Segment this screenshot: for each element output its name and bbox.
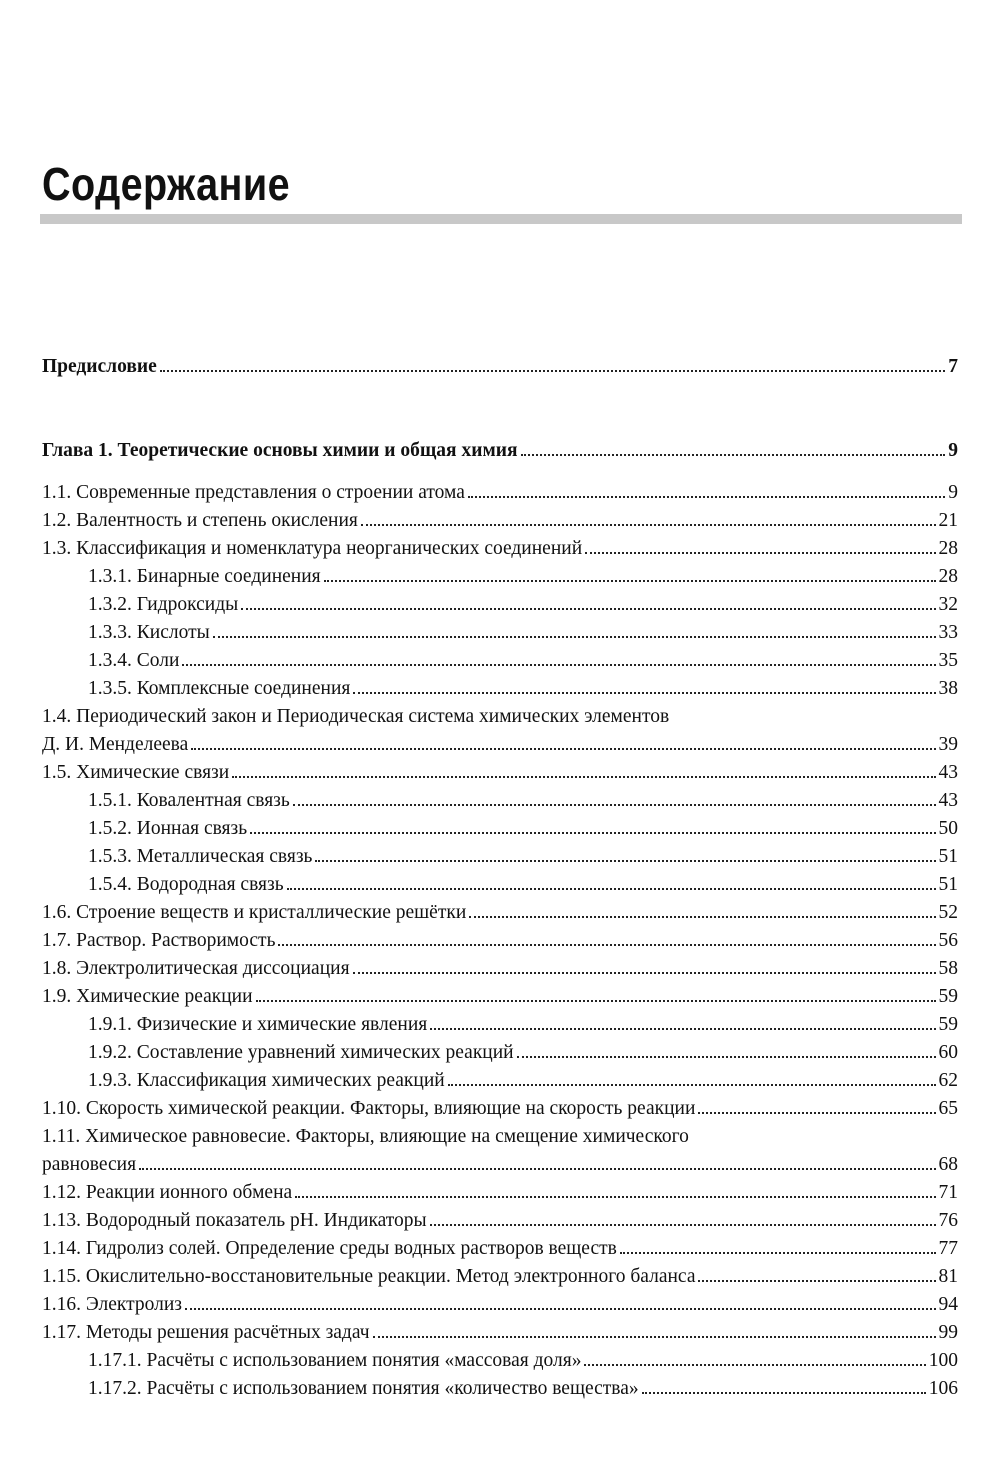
- toc-leader-dots: [185, 1308, 936, 1310]
- toc-entry-label: 1.11. Химическое равновесие. Факторы, влияющие на смещение химического: [42, 1126, 689, 1147]
- toc-entry-label: 1.13. Водородный показатель pH. Индикаторы: [42, 1210, 427, 1231]
- toc-leader-dots: [620, 1252, 936, 1254]
- toc-entry-label: 1.9.3. Классификация химических реакций: [88, 1070, 445, 1091]
- toc-entry-label: 1.12. Реакции ионного обмена: [42, 1182, 293, 1203]
- toc-leader-dots: [160, 370, 945, 372]
- toc-entry-label: 1.5.1. Ковалентная связь: [88, 790, 290, 811]
- toc-entry[interactable]: [42, 868, 958, 896]
- toc-entry[interactable]: [42, 700, 958, 728]
- toc-entry[interactable]: [42, 476, 958, 504]
- toc-entry-label: Д. И. Менделеева: [42, 734, 189, 755]
- toc-entry-page: 58: [938, 958, 958, 979]
- page-title: Содержание: [42, 158, 291, 210]
- toc-leader-dots: [241, 608, 935, 610]
- toc-entry-label: 1.3.2. Гидроксиды: [88, 594, 239, 615]
- toc-entry-label: 1.1. Современные представления о строении атома: [42, 482, 465, 503]
- toc-entry[interactable]: [42, 980, 958, 1008]
- toc-entry[interactable]: [42, 504, 958, 532]
- toc-entry[interactable]: [42, 434, 958, 462]
- toc-entry-label: 1.7. Раствор. Растворимость: [42, 930, 276, 951]
- toc-entry-label: 1.2. Валентность и степень окисления: [42, 510, 358, 531]
- toc-entry-page: 94: [938, 1294, 958, 1315]
- toc-entry-label: 1.5.2. Ионная связь: [88, 818, 248, 839]
- toc-entry[interactable]: [42, 1008, 958, 1036]
- toc-entry-label: 1.5.4. Водородная связь: [88, 874, 284, 895]
- toc-entry-label: 1.17. Методы решения расчётных задач: [42, 1322, 370, 1343]
- toc-entry[interactable]: [42, 588, 958, 616]
- toc-leader-dots: [287, 888, 936, 890]
- toc-entry-page: 65: [938, 1098, 958, 1119]
- toc-entry-page: 9: [948, 440, 958, 461]
- toc-leader-dots: [521, 454, 946, 456]
- toc-entry-label: 1.16. Электролиз: [42, 1294, 182, 1315]
- toc-entry[interactable]: [42, 840, 958, 868]
- toc-entry-page: 21: [938, 510, 958, 531]
- toc-leader-dots: [213, 636, 936, 638]
- toc-entry-label: 1.8. Электролитическая диссоциация: [42, 958, 350, 979]
- toc-leader-dots: [698, 1112, 935, 1114]
- toc-entry-label: 1.5. Химические связи: [42, 762, 230, 783]
- toc-entry[interactable]: [42, 924, 958, 952]
- toc-leader-dots: [256, 1000, 936, 1002]
- toc-leader-dots: [584, 1364, 925, 1366]
- toc-entry[interactable]: [42, 896, 958, 924]
- toc-entry-page: 7: [948, 356, 958, 377]
- toc-entry[interactable]: [42, 784, 958, 812]
- toc-leader-dots: [430, 1224, 936, 1226]
- title-underline: [40, 214, 962, 224]
- toc-entry[interactable]: [42, 532, 958, 560]
- toc-entry-page: 33: [938, 622, 958, 643]
- toc-leader-dots: [468, 496, 945, 498]
- toc-entry[interactable]: [42, 1344, 958, 1372]
- toc-leader-dots: [139, 1168, 935, 1170]
- toc-entry-label: 1.3.3. Кислоты: [88, 622, 210, 643]
- toc-leader-dots: [250, 832, 935, 834]
- toc-entry-label: 1.5.3. Металлическая связь: [88, 846, 313, 867]
- toc-leader-dots: [315, 860, 935, 862]
- toc-entry-page: 59: [938, 1014, 958, 1035]
- toc-entry[interactable]: [42, 1064, 958, 1092]
- toc-entry-page: 76: [938, 1210, 958, 1231]
- toc-leader-dots: [353, 692, 935, 694]
- toc-entry-label: 1.10. Скорость химической реакции. Факторы, влияющие на скорость реакции: [42, 1098, 696, 1119]
- toc-entry[interactable]: [42, 1092, 958, 1120]
- toc-entry-page: 38: [938, 678, 958, 699]
- toc-entry[interactable]: [42, 672, 958, 700]
- toc-leader-dots: [295, 1196, 935, 1198]
- toc-entry-label: 1.9.2. Составление уравнений химических реакций: [88, 1042, 514, 1063]
- toc-leader-dots: [361, 524, 936, 526]
- toc-entry[interactable]: [42, 1316, 958, 1344]
- toc-entry-page: 51: [938, 874, 958, 895]
- toc-entry[interactable]: [42, 1120, 958, 1148]
- toc-entry[interactable]: [42, 560, 958, 588]
- toc-entry-page: 35: [938, 650, 958, 671]
- toc-entry[interactable]: [42, 644, 958, 672]
- toc-entry[interactable]: [42, 952, 958, 980]
- toc-entry-page: 28: [938, 538, 958, 559]
- toc-entry-label: 1.6. Строение веществ и кристаллические решётки: [42, 902, 467, 923]
- toc-entry[interactable]: [42, 1148, 958, 1176]
- toc-entry-label: Предисловие: [42, 356, 157, 377]
- toc-entry[interactable]: [42, 1232, 958, 1260]
- toc-entry-page: 52: [938, 902, 958, 923]
- toc-entry-page: 43: [938, 790, 958, 811]
- toc-entry-page: 99: [938, 1322, 958, 1343]
- toc-entry-page: 106: [928, 1378, 958, 1399]
- toc-entry-page: 60: [938, 1042, 958, 1063]
- toc-leader-dots: [373, 1336, 936, 1338]
- toc-entry[interactable]: [42, 1288, 958, 1316]
- toc-entry-label: 1.9.1. Физические и химические явления: [88, 1014, 428, 1035]
- toc-entry-page: 32: [938, 594, 958, 615]
- toc-entry-page: 50: [938, 818, 958, 839]
- toc-leader-dots: [642, 1392, 926, 1394]
- toc-entry[interactable]: [42, 728, 958, 756]
- toc-entry-label: 1.14. Гидролиз солей. Определение среды водных растворов веществ: [42, 1238, 617, 1259]
- toc-entry[interactable]: [42, 1260, 958, 1288]
- toc-leader-dots: [353, 972, 936, 974]
- toc-entry-page: 56: [938, 930, 958, 951]
- toc-leader-dots: [448, 1084, 936, 1086]
- toc-entry-page: 9: [948, 482, 958, 503]
- toc-entry-label: 1.17.1. Расчёты с использованием понятия «массовая доля»: [88, 1350, 582, 1371]
- toc-leader-dots: [324, 580, 936, 582]
- toc-entry-label: 1.3. Классификация и номенклатура неорганических соединений: [42, 538, 583, 559]
- toc-leader-dots: [278, 944, 935, 946]
- toc-entry-page: 59: [938, 986, 958, 1007]
- toc-entry-page: 51: [938, 846, 958, 867]
- toc-entry[interactable]: [42, 812, 958, 840]
- toc-entry-page: 81: [938, 1266, 958, 1287]
- toc-entry[interactable]: [42, 756, 958, 784]
- toc-entry[interactable]: [42, 1372, 958, 1400]
- toc-leader-dots: [585, 552, 935, 554]
- toc-leader-dots: [430, 1028, 935, 1030]
- toc-entry-page: 39: [938, 734, 958, 755]
- toc-entry-label: равновесия: [42, 1154, 137, 1175]
- toc-entry-label: 1.17.2. Расчёты с использованием понятия «количество вещества»: [88, 1378, 639, 1399]
- toc-leader-dots: [698, 1280, 935, 1282]
- toc-entry-page: 28: [938, 566, 958, 587]
- toc-entry-label: 1.9. Химические реакции: [42, 986, 253, 1007]
- toc-entry-label: 1.15. Окислительно-восстановительные реакции. Метод электронного баланса: [42, 1266, 696, 1287]
- toc-entry-label: 1.3.1. Бинарные соединения: [88, 566, 321, 587]
- toc-leader-dots: [191, 748, 935, 750]
- toc-leader-dots: [517, 1056, 936, 1058]
- toc-entry[interactable]: [42, 1036, 958, 1064]
- toc-entry-label: 1.3.5. Комплексные соединения: [88, 678, 351, 699]
- toc-entry-label: 1.4. Периодический закон и Периодическая система химических элементов: [42, 706, 670, 727]
- toc-entry-label: Глава 1. Теоретические основы химии и общая химия: [42, 440, 518, 461]
- toc-entry-page: 43: [938, 762, 958, 783]
- toc-entry-page: 100: [928, 1350, 958, 1371]
- toc-entry-page: 68: [938, 1154, 958, 1175]
- toc-entry-page: 71: [938, 1182, 958, 1203]
- toc-leader-dots: [469, 916, 935, 918]
- toc-leader-dots: [182, 664, 935, 666]
- toc-entry[interactable]: [42, 350, 958, 378]
- toc-entry-page: 62: [938, 1070, 958, 1091]
- toc-leader-dots: [293, 804, 936, 806]
- toc-entry-page: 77: [938, 1238, 958, 1259]
- toc-entry-label: 1.3.4. Соли: [88, 650, 180, 671]
- toc-entry[interactable]: [42, 616, 958, 644]
- toc-entry[interactable]: [42, 1204, 958, 1232]
- toc-leader-dots: [232, 776, 935, 778]
- toc-entry[interactable]: [42, 1176, 958, 1204]
